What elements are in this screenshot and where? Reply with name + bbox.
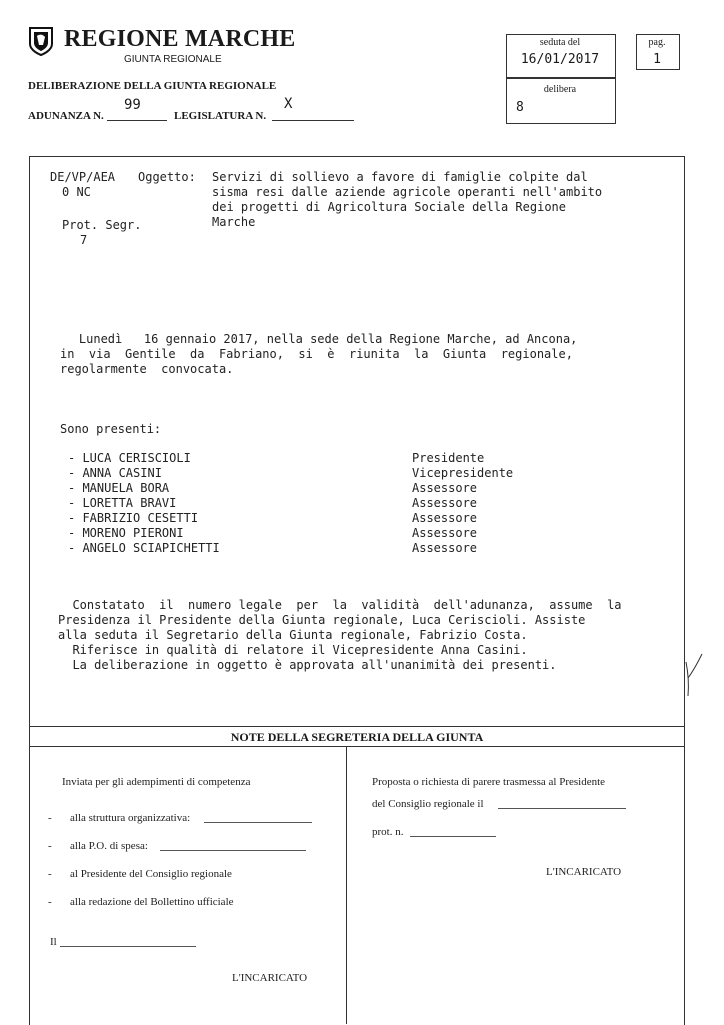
- left-signer: L'INCARICATO: [232, 972, 308, 984]
- prot-n-label: prot. n.: [372, 826, 404, 838]
- delibera-label: delibera: [543, 84, 577, 95]
- subject-code-2: 0 NC: [62, 185, 91, 199]
- fill-line: [498, 808, 626, 809]
- oggetto-label: Oggetto:: [138, 170, 196, 184]
- notes-column-divider: [346, 746, 347, 1024]
- document-type: DELIBERAZIONE DELLA GIUNTA REGIONALE: [28, 80, 277, 92]
- adunanza-label: ADUNANZA N.: [28, 110, 104, 122]
- member-role: Assessore: [412, 481, 478, 495]
- oggetto-line: sisma resi dalle aziende agricole operanti nell'ambito: [212, 185, 603, 199]
- prot-value: 7: [80, 233, 88, 247]
- signature-line: [60, 946, 196, 947]
- member-name: - MANUELA BORA: [68, 481, 170, 495]
- member-name: - LUCA CERISCIOLI: [68, 451, 191, 465]
- recipient-bulletin: alla redazione del Bollettino ufficiale: [70, 896, 234, 908]
- page-number: 1: [653, 52, 661, 67]
- notes-right-line1: Proposta o richiesta di parere trasmessa al Presidente: [372, 776, 606, 788]
- bullet-dash: -: [48, 896, 52, 908]
- member-role: Assessore: [412, 526, 478, 540]
- adunanza-underline: [107, 120, 167, 121]
- margin-mark: [684, 650, 704, 705]
- intro-line: Lunedì 16 gennaio 2017, nella sede della Regione Marche, ad Ancona,: [50, 332, 578, 346]
- legislatura-underline: [272, 120, 354, 121]
- member-name: - FABRIZIO CESETTI: [68, 511, 199, 525]
- member-name: - LORETTA BRAVI: [68, 496, 177, 510]
- page-title: REGIONE MARCHE: [64, 26, 296, 52]
- right-signer: L'INCARICATO: [546, 866, 622, 878]
- notes-title: NOTE DELLA SEGRETERIA DELLA GIUNTA: [230, 730, 484, 744]
- closing-line: Presidenza il Presidente della Giunta regionale, Luca Ceriscioli. Assiste: [58, 613, 586, 627]
- oggetto-line: Servizi di sollievo a favore di famiglie colpite dal: [212, 170, 588, 184]
- closing-line: La deliberazione in oggetto è approvata all'unanimità dei presenti.: [58, 658, 557, 672]
- fill-line: [410, 836, 496, 837]
- seduta-label: seduta del: [539, 37, 581, 48]
- notes-left-heading: Inviata per gli adempimenti di competenza: [62, 776, 251, 788]
- page-label: pag.: [648, 37, 666, 48]
- member-name: - ANNA CASINI: [68, 466, 162, 480]
- legislatura-value: X: [284, 96, 293, 112]
- member-role: Presidente: [412, 451, 485, 465]
- member-role: Assessore: [412, 541, 478, 555]
- closing-line: alla seduta il Segretario della Giunta regionale, Fabrizio Costa.: [58, 628, 528, 642]
- recipient-council-president: al Presidente del Consiglio regionale: [70, 868, 232, 880]
- member-role: Vicepresidente: [412, 466, 514, 480]
- oggetto-line: dei progetti di Agricoltura Sociale della Regione: [212, 200, 567, 214]
- bullet-dash: -: [48, 868, 52, 880]
- closing-line: Riferisce in qualità di relatore il Vicepresidente Anna Casini.: [58, 643, 528, 657]
- main-frame: [29, 156, 685, 1025]
- presenti-label: Sono presenti:: [60, 422, 162, 436]
- fill-line: [204, 822, 312, 823]
- recipient-po: alla P.O. di spesa:: [70, 840, 148, 852]
- oggetto-line: Marche: [212, 215, 256, 229]
- regione-marche-logo: [28, 26, 54, 56]
- member-role: Assessore: [412, 496, 478, 510]
- signature-prefix: Il: [50, 936, 57, 948]
- adunanza-value: 99: [124, 97, 141, 113]
- recipient-structure: alla struttura organizzativa:: [70, 812, 191, 824]
- subject-code: DE/VP/AEA: [50, 170, 116, 184]
- member-name: - MORENO PIERONI: [68, 526, 184, 540]
- member-role: Assessore: [412, 511, 478, 525]
- bullet-dash: -: [48, 840, 52, 852]
- prot-label: Prot. Segr.: [62, 218, 142, 232]
- page-subtitle: GIUNTA REGIONALE: [124, 54, 222, 65]
- notes-bottom-rule: [29, 746, 685, 747]
- notes-right-line2: del Consiglio regionale il: [372, 798, 484, 810]
- intro-line: regolarmente convocata.: [60, 362, 234, 376]
- closing-line: Constatato il numero legale per la validità dell'adunanza, assume la: [58, 598, 622, 612]
- legislatura-label: LEGISLATURA N.: [174, 110, 267, 122]
- bullet-dash: -: [48, 812, 52, 824]
- intro-line: in via Gentile da Fabriano, si è riunita la Giunta regionale,: [60, 347, 573, 361]
- delibera-number: 8: [516, 100, 524, 115]
- member-name: - ANGELO SCIAPICHETTI: [68, 541, 220, 555]
- fill-line: [160, 850, 306, 851]
- seduta-date: 16/01/2017: [520, 52, 600, 67]
- notes-top-rule: [29, 726, 685, 727]
